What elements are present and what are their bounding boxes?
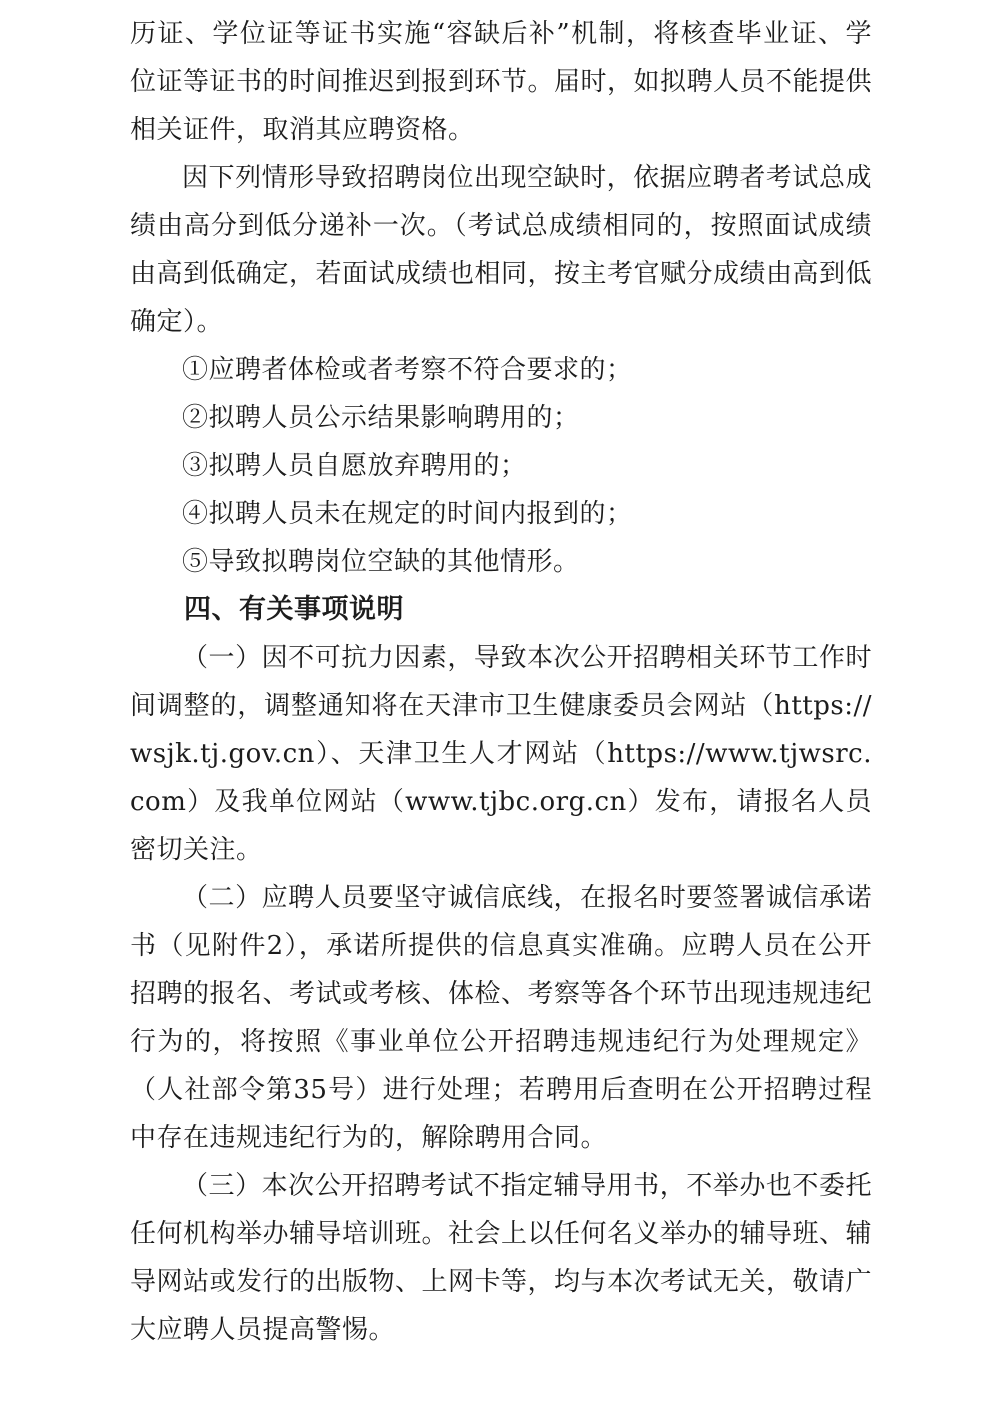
clause-1-force-majeure: （一）因不可抗力因素，导致本次公开招聘相关环节工作时间调整的，调整通知将在天津市卫生健康委员会网站（https://wsjk.tj.gov.cn）、天津卫生人才网站（https://www.tjwsrc.com）及我单位网站（www.tjbc.org.cn）发布，请报名人员密切关注。 (130, 643, 872, 865)
list-item-5: ⑤导致拟聘岗位空缺的其他情形。 (182, 547, 580, 577)
section-heading-related-matters: 四、有关事项说明 (184, 594, 404, 625)
document-body (130, 10, 872, 1354)
paragraph-vacancy-refill: 因下列情形导致招聘岗位出现空缺时，依据应聘者考试总成绩由高分到低分递补一次。（考试总成绩相同的，按照面试成绩由高到低确定，若面试成绩也相同，按主考官赋分成绩由高到低确定）。 (130, 163, 873, 337)
list-item-3: ③拟聘人员自愿放弃聘用的； (182, 451, 527, 481)
clause-3-no-training-materials: （三）本次公开招聘考试不指定辅导用书，不举办也不委托任何机构举办辅导培训班。社会上以任何名义举办的辅导班、辅导网站或发行的出版物、上网卡等，均与本次考试无关，敬请广大应聘人员提高警惕。 (130, 1171, 873, 1345)
list-item-2: ②拟聘人员公示结果影响聘用的； (182, 403, 580, 433)
list-item-1: ①应聘者体检或者考察不符合要求的； (182, 355, 633, 385)
clause-2-integrity-commitment: （二）应聘人员要坚守诚信底线，在报名时要签署诚信承诺书（见附件2），承诺所提供的信息真实准确。应聘人员在公开招聘的报名、考试或考核、体检、考察等各个环节出现违规违纪行为的，将按照《事业单位公开招聘违规违纪行为处理规定》（人社部令第35号）进行处理；若聘用后查明在公开招聘过程中存在违规违纪行为的，解除聘用合同。 (130, 883, 873, 1153)
list-item-4: ④拟聘人员未在规定的时间内报到的； (182, 499, 633, 529)
paragraph-certificate-deferral: 历证、学位证等证书实施“容缺后补”机制，将核查毕业证、学位证等证书的时间推迟到报到环节。届时，如拟聘人员不能提供相关证件，取消其应聘资格。 (130, 19, 873, 145)
